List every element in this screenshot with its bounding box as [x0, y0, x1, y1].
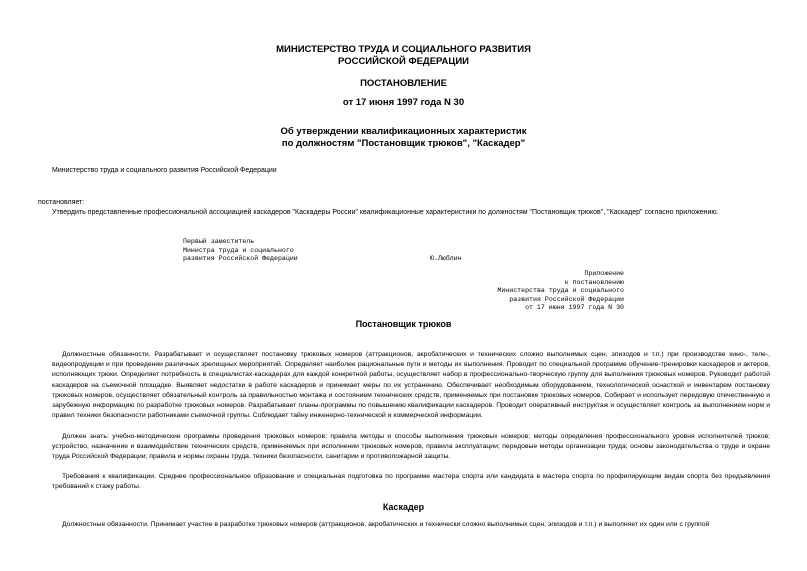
ministry-line-1: МИНИСТЕРСТВО ТРУДА И СОЦИАЛЬНОГО РАЗВИТИЯ [276, 44, 531, 55]
stunt-director-duties: Должностные обязанности. Разрабатывает и осуществляет постановку трюковых номеров (аттракционов, акробатических и технических сложно выполнимых сцен, эпизодов и т.п.) при производстве кино-, теле-, видеопродукции и при проведении различных зрелищных мероприятий. Определяет наиболее рациональные пути и методы их выполнения. Проводит по специальной программе обучение-тренировки каскадеров и актеров, исполняющих трюки. Определяет потребность в специалистах-каскадерах для каждой конкретной работы, осуществляет набор в профессионально-творческую группу для выполнения трюковых номеров. Руководит работой каскадеров на съемочной площадке. Выявляет недостатки в работе каскадеров и принимает меры по их устранению. Обеспечивает необходимым оборудованием, технологической оснасткой и инвентарем постановку трюковых номеров, осуществляет обязательный контроль за правильностью монтажа и состоянием технических средств, применяемых при постановке трюковых номеров. Собирает и использует передовую отечественную и зарубежную информацию по разработке трюковых номеров. Разрабатывает планы-программы по повышению квалификации каскадеров. Проводит оперативный инструктаж и осуществляет контроль за выполнением норм и правил техники безопасности работниками съемочной группы. Соблюдает тайну инженерно-технической и коммерческой информации. [52, 351, 770, 420]
document-date-number: от 17 июня 1997 года N 30 [342, 97, 465, 108]
stunt-director-requirements: Требования к квалификации. Среднее профессиональное образование и специальная подготовка по программе мастера спорта или кандидата в мастера спорта по профилирующим видам спорта без предъявления требований к стажу работы. [52, 473, 770, 491]
subject-line-2: по должностям "Постановщик трюков", "Каскадер" [281, 138, 526, 149]
appendix-line-5: от 17 июня 1997 года N 30 [525, 304, 624, 311]
section-title-stunt-director: Постановщик трюков [355, 319, 452, 329]
decides-text: постановляет: [38, 199, 85, 206]
appendix-line-3: Министерства труда и социального [497, 287, 624, 294]
appendix-line-4: развития Российской Федерации [509, 295, 624, 303]
section-title-stuntman: Каскадер [382, 502, 425, 512]
document-type: ПОСТАНОВЛЕНИЕ [360, 78, 447, 89]
appendix-block [497, 270, 624, 313]
stunt-director-must-know: Должен знать: учебно-методические программы проведения трюковых номеров; правила методы и способы выполнения трюковых номеров; методы определения профессионального уровня исполнителей трюков; устройство, назначение и взаимодействие технических средств, применяемых при исполнении трюковых номеров, правила эксплуатации; передовые методы организации труда; основы законодательства о труде и охране труда Российской Федерации; правила и нормы охраны труда, техники безопасности, санитарии и противопожарной защиты. [52, 433, 770, 461]
document-subject [0, 126, 807, 150]
issuer-text: Министерство труда и социального развития Российской Федерации [52, 167, 277, 174]
signature-position-line-2: Министра труда и социального [183, 246, 294, 254]
signature-position [183, 238, 298, 264]
appendix-line-1: Приложение [584, 270, 624, 277]
signature-name: Ю.Люблин [430, 255, 462, 262]
ministry-line-2: РОССИЙСКОЙ ФЕДЕРАЦИИ [337, 56, 469, 67]
signature-position-line-1: Первый заместитель [183, 238, 255, 245]
ministry-title [0, 44, 807, 68]
approve-text: Утвердить представленные профессиональной ассоциацией каскадеров "Каскадеры России" квалификационные характеристики по должностям "Постановщик трюков", "Каскадер" согласно приложению. [52, 209, 719, 216]
signature-position-line-3: развития Российской Федерации [183, 255, 298, 262]
appendix-line-2: к постановлению [564, 278, 624, 286]
subject-line-1: Об утверждении квалификационных характеристик [280, 126, 527, 137]
stuntman-duties: Должностные обязанности. Принимает участие в разработке трюковых номеров (аттракционов, акробатических и технически сложно выполнимых сцен, эпизодов и т.п.) и выполняет их один или с группой [62, 521, 710, 528]
